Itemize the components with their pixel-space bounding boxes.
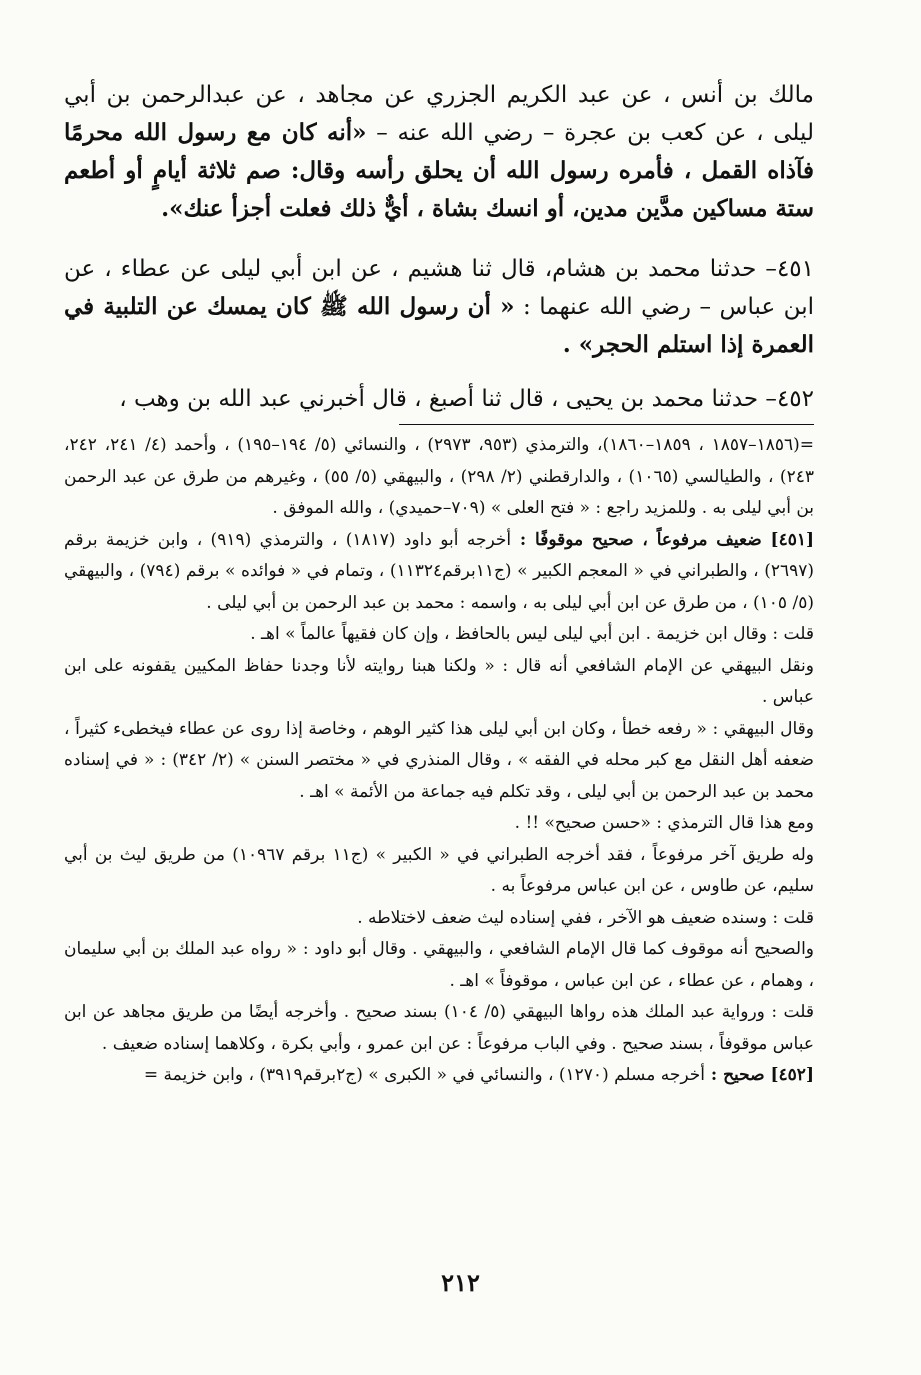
footnote-text: وله طريق آخر مرفوعاً ، فقد أخرجه الطبراني في « الكبير » (ج١١ برقم ١٠٩٦٧) من طريق ليث بن أبي سليم، عن طاوس ، عن ابن عباس مرفوعاً به . [64,844,814,896]
footnote-text: ومع هذا قال الترمذي : «حسن صحيح» !! . [514,813,814,833]
hadith-paragraph-451 [64,250,814,364]
footnote-452 [64,1060,814,1092]
isnad-text: مالك بن أنس ، عن عبد الكريم الجزري عن مجاهد ، عن عبدالرحمن بن أبي ليلى ، عن كعب بن عجرة – رضي الله عنه – [64,82,815,146]
footnote-text: ونقل البيهقي عن الإمام الشافعي أنه قال : « ولكنا هبنا روايته لأنا وجدنا حفاظ المكيين يقفونه على ابن عباس . [64,655,814,707]
footnote-text: والصحيح أنه موقوف كما قال الإمام الشافعي ، والبيهقي . وقال أبو داود : « رواه عبد الملك بن أبي سليمان ، وهمام ، عن عطاء ، عن ابن عباس ، موقوفاً » اهـ . [64,939,815,991]
footnote-text: قلت : ورواية عبد الملك هذه رواها البيهقي (٥/ ١٠٤) بسند صحيح . وأخرجه أيضًا من طريق مجاهد عن ابن عباس موقوفاً ، بسند صحيح . وفي الباب مرفوعاً : عن ابن عمرو ، وأبي بكرة ، وكلاهما إسناده ضعيف . [64,1002,814,1054]
isnad-text: ٤٥١– حدثنا محمد بن هشام، قال ثنا هشيم ، عن ابن أبي ليلى عن عطاء ، عن ابن عباس – رضي الله عنهما : [64,256,814,320]
footnote-text: أخرجه مسلم (١٢٧٠) ، والنسائي في « الكبرى » (ج٢برقم٣٩١٩) ، وابن خزيمة = [143,1065,705,1085]
footnote-text: قلت : وسنده ضعيف هو الآخر ، ففي إسناده ليث ضعف لاختلاطه . [357,907,814,928]
footnote-separator [64,418,814,430]
page-body [64,76,814,1092]
footnote-text: =(١٨٥٦–١٨٥٧ ، ١٨٥٩–١٨٦٠)، والترمذي (٩٥٣، ٢٩٧٣) ، والنسائي (٥/ ١٩٤–١٩٥) ، وأحمد (٤/ ٢٤١، ٢٤٢، ٢٤٣) ، والطيالسي (١٠٦٥) ، والدارقطني (٢/ ٢٩٨) ، والبيهقي (٥/ ٥٥) ، وغيرهم من طرق عن عبد الرحمن بن أبي ليلى به . وللمزيد راجع : « فتح العلى » (٧٠٩–حميدي) ، والله الموفق . [64,435,815,518]
footnote-text: أخرجه أبو داود (١٨١٧) ، والترمذي (٩١٩) ، وابن خزيمة برقم (٢٦٩٧) ، والطبراني في « المعجم الكبير » (ج١١برقم١١٣٢٤) ، وتمام في « فوائده » برقم (٧٩٤) ، والبيهقي (٥/ ١٠٥) ، من طرق عن ابن أبي ليلى به ، واسمه : محمد بن عبد الرحمن بن أبي ليلى . [64,529,814,613]
matn-text: « أن رسول الله ﷺ كان يمسك عن التلبية في العمرة إذا استلم الحجر» . [64,293,814,358]
hadith-paragraph-450 [64,76,814,228]
footnote-grade: [٤٥١] ضعيف مرفوعاً ، صحيح موقوفًا : [511,529,815,550]
footnote-text: قلت : وقال ابن خزيمة . ابن أبي ليلى ليس بالحافظ ، وإن كان فقيهاً عالماً » اهـ . [250,624,814,644]
page-number: ٢١٢ [441,1268,480,1297]
hadith-paragraph-452: ٤٥٢– حدثنا محمد بن يحيى ، قال ثنا أصبغ ، قال أخبرني عبد الله بن وهب ، [119,386,814,412]
matn-text: «أنه كان مع رسول الله محرمًا فآذاه القمل ، فأمره رسول الله أن يحلق رأسه وقال: صم ثلاثة أيامٍ أو أطعم ستة مساكين مدَّين مدين، أو انسك بشاة ، أيٌّ ذلك فعلت أجزأ عنك». [64,119,814,222]
footnote-text: وقال البيهقي : « رفعه خطأ ، وكان ابن أبي ليلى هذا كثير الوهم ، وخاصة إذا روى عن عطاء فيخطىء كثيراً ، ضعفه أهل النقل مع كبر محله في الفقه » ، وقال المنذري في « مختصر السنن » (٢/ ٣٤٢) : « في إسناده محمد بن عبد الرحمن بن أبي ليلى ، وقد تكلم فيه جماعة من الأئمة » اهـ . [64,718,814,802]
footnote-451 [64,525,814,620]
footnote-grade: [٤٥٢] صحيح : [704,1065,814,1085]
footnotes [64,430,814,1092]
